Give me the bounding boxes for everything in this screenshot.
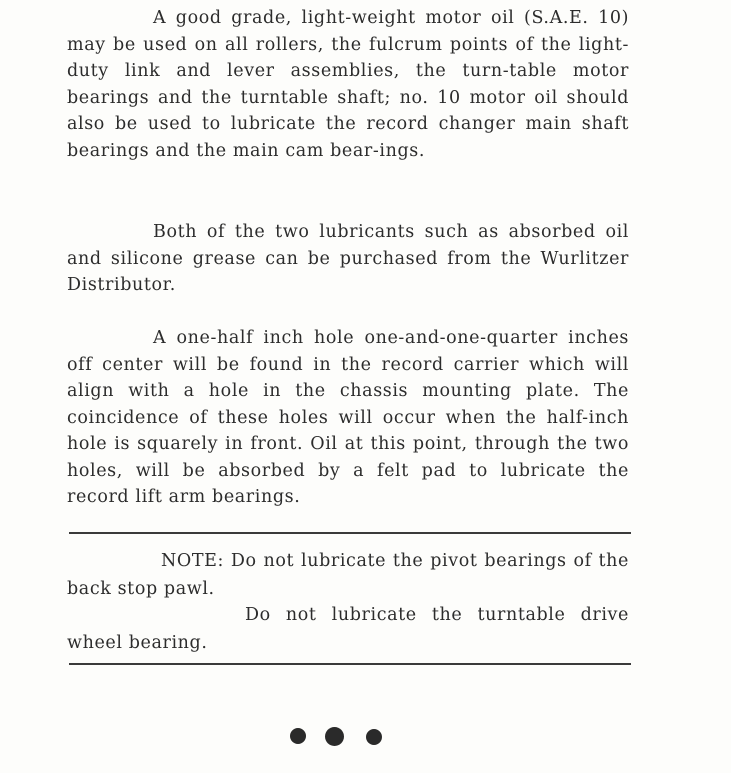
note-pivot-bearings-text: NOTE: Do not lubricate the pivot bearings of the back stop pawl. [67, 551, 629, 599]
paragraph-motor-oil-text: A good grade, light-weight motor oil (S.A.E. 10) may be used on all rollers, the fulcrum points of the light-duty link and lever assemblies, the turn-table motor bearings and the turntable shaft; no. 10 motor oil should also be used to lubricate the record changer main shaft bearings and the main cam bear-ings. [67, 8, 629, 161]
note-drive-wheel-text: Do not lubricate the turntable drive wheel bearing. [67, 605, 629, 653]
paragraph-lubricants-text: Both of the two lubricants such as absorbed oil and silicone grease can be purchased from the Wurlitzer Distributor. [67, 222, 629, 295]
dot-icon [366, 729, 382, 745]
note-top-divider [69, 532, 631, 534]
paragraph-lubricants [67, 219, 629, 299]
paragraph-record-carrier-text: A one-half inch hole one-and-one-quarter inches off center will be found in the record carrier which will align with a hole in the chassis mounting plate. The coincidence of these holes will occur when the half-inch hole is squarely in front. Oil at this point, through the two holes, will be absorbed by a felt pad to lubricate the record lift arm bearings. [67, 328, 629, 507]
end-of-section-dots [288, 726, 388, 748]
note-bottom-divider [69, 663, 631, 665]
dot-icon [290, 728, 306, 744]
paragraph-record-carrier [67, 325, 629, 511]
note-pivot-bearings [67, 547, 629, 603]
note-drive-wheel [67, 601, 629, 657]
dot-icon [325, 727, 344, 746]
paragraph-motor-oil [67, 5, 629, 164]
